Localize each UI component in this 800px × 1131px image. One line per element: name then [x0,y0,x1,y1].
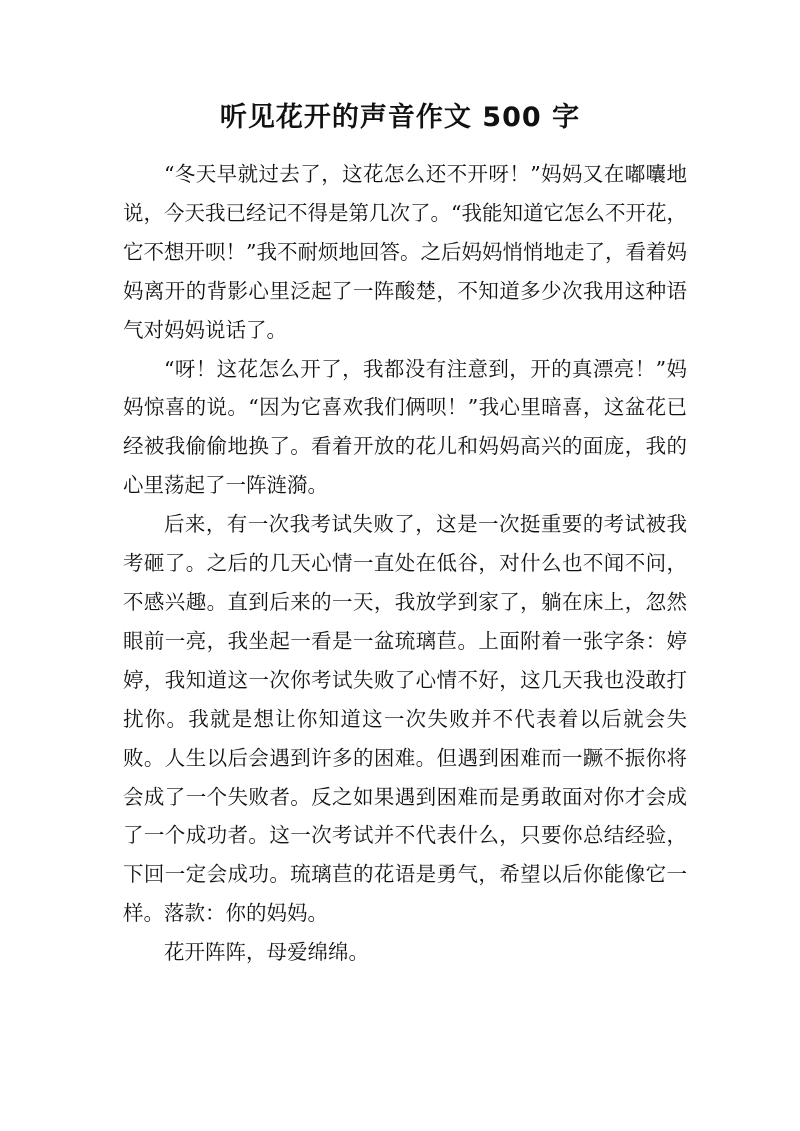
document-title: 听见花开的声音作文 500 字 [219,102,581,133]
document-body [123,155,687,972]
paragraph-1: “冬天早就过去了，这花怎么还不开呀！”妈妈又在嘟囔地说，今天我已经记不得是第几次了。“我能知道它怎么不开花，它不想开呗！”我不耐烦地回答。之后妈妈悄悄地走了，看着妈妈离开的背影心里泛起了一阵酸楚，不知道多少次我用这种语气对妈妈说话了。 [123,162,687,342]
paragraph-4: 花开阵阵，母爱绵绵。 [164,940,369,965]
paragraph-2: “呀！这花怎么开了，我都没有注意到，开的真漂亮！”妈妈惊喜的说。“因为它喜欢我们俩呗！”我心里暗喜，这盆花已经被我偷偷地换了。看着开放的花儿和妈妈高兴的面庞，我的心里荡起了一阵涟漪。 [123,356,687,498]
paragraph-3: 后来，有一次我考试失败了，这是一次挺重要的考试被我考砸了。之后的几天心情一直处在低谷，对什么也不闻不问，不感兴趣。直到后来的一天，我放学到家了，躺在床上，忽然眼前一亮，我坐起一看是一盆琉璃苣。上面附着一张字条：婷婷，我知道这一次你考试失败了心情不好，这几天我也没敢打扰你。我就是想让你知道这一次失败并不代表着以后就会失败。人生以后会遇到许多的困难。但遇到困难而一蹶不振你将会成了一个失败者。反之如果遇到困难而是勇敢面对你才会成了一个成功者。这一次考试并不代表什么，只要你总结经验，下回一定会成功。琉璃苣的花语是勇气，希望以后你能像它一样。落款：你的妈妈。 [123,512,687,926]
